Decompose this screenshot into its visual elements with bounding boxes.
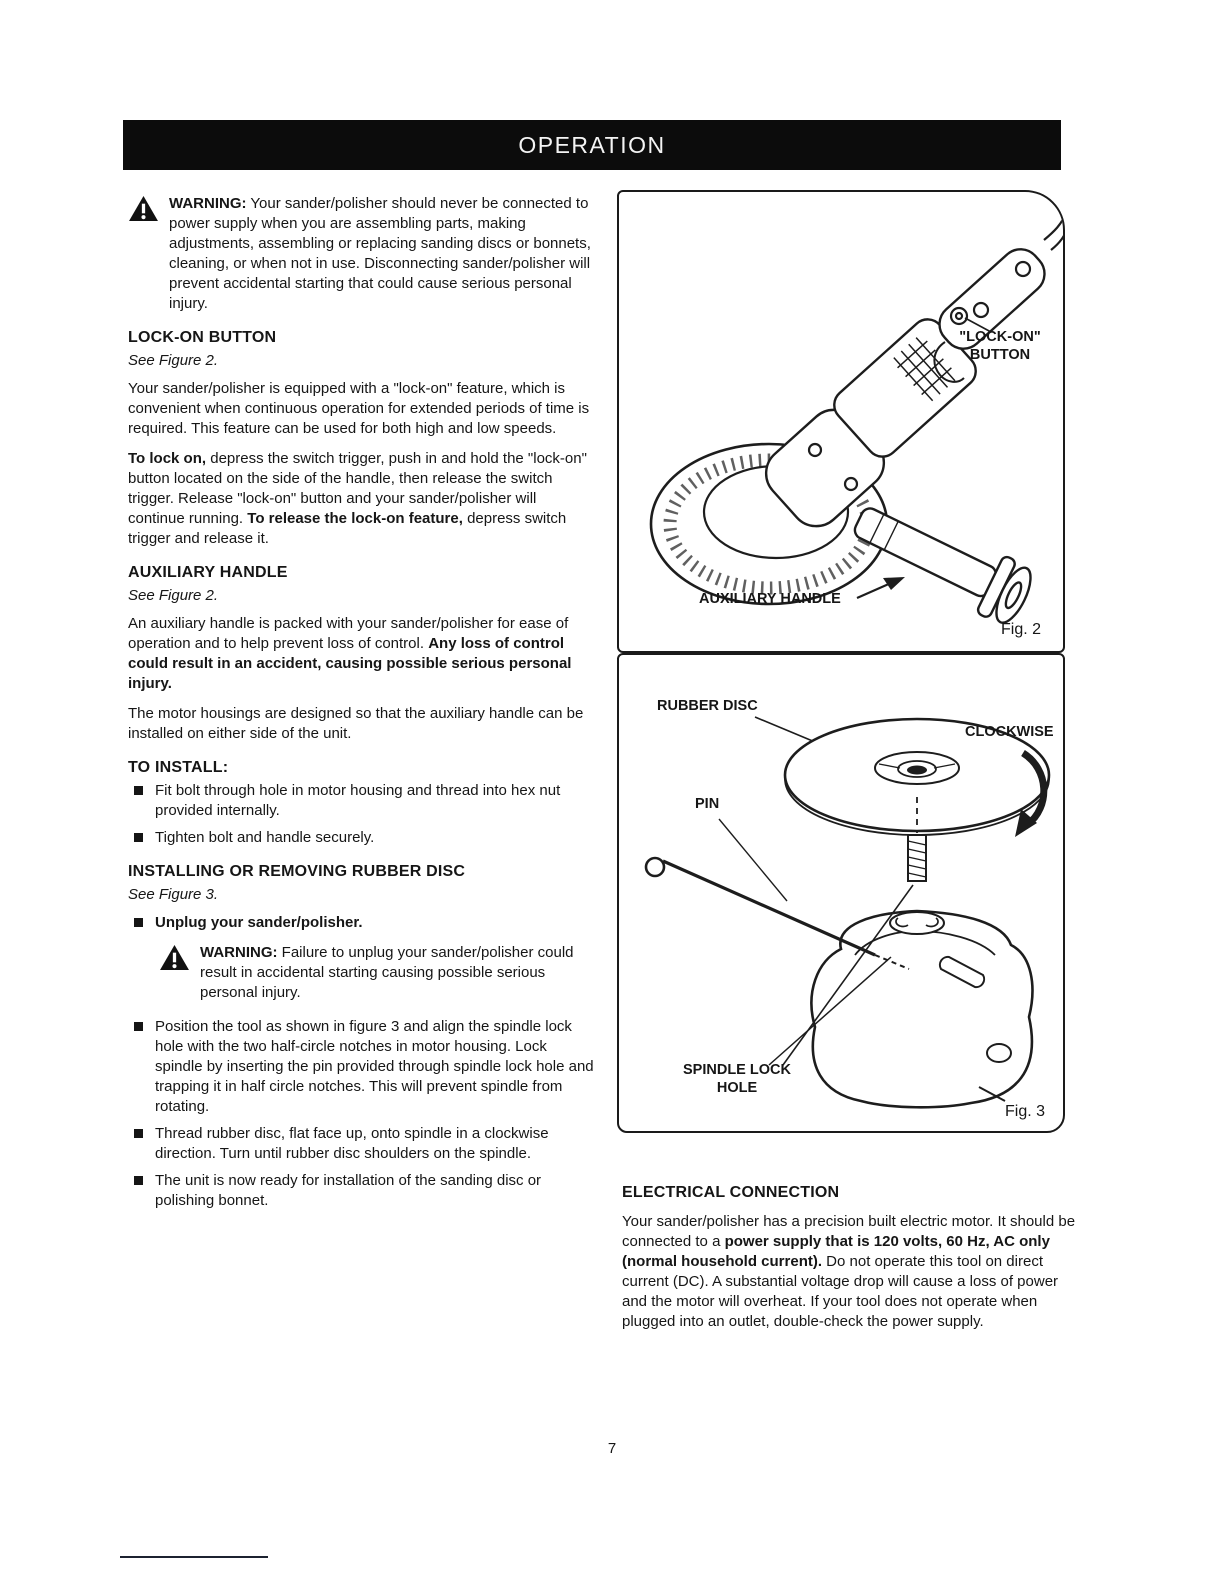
list-item: [134, 1017, 596, 1117]
list-item-text: Tighten bolt and handle securely.: [155, 829, 375, 846]
list-item: [134, 828, 596, 848]
list-item-text: Thread rubber disc, flat face up, onto spindle in a clockwise direction. Turn until rubber disc shoulders on the spindle.: [155, 1125, 549, 1162]
text-run: Any loss of control could result in an accident, causing possible serious personal injury.: [128, 635, 572, 692]
warning-icon: [159, 944, 190, 971]
bullet-square-icon: [134, 1022, 143, 1031]
electrical-connection-section: [622, 1183, 1078, 1332]
list-item: [134, 1171, 596, 1211]
list-item: [134, 913, 596, 933]
warning-icon: [128, 195, 159, 222]
heading-electrical-connection: ELECTRICAL CONNECTION: [622, 1184, 840, 1201]
figure-3: [617, 653, 1065, 1133]
text-run: power supply that is 120 volts, 60 Hz, AC only (normal household current).: [622, 1233, 1050, 1270]
list-item: [134, 1124, 596, 1164]
electrical-paragraph: [622, 1212, 1078, 1332]
figure-2-caption: Fig. 2: [1000, 621, 1041, 638]
warning-label: WARNING:: [169, 195, 247, 212]
warning-note: [169, 194, 596, 314]
bullet-square-icon: [134, 786, 143, 795]
text-run: depress the switch trigger, push in and hold the "lock-on" button located on the side of the handle, then release the switch trigger. Release "lock-on" button and your sander/polisher will continue running.: [128, 450, 587, 527]
warning-text: Failure to unplug your sander/polisher could result in accidental starting causing possible serious personal injury.: [200, 944, 574, 1001]
bullet-square-icon: [134, 918, 143, 927]
text-run: To release the lock-on feature,: [247, 510, 468, 527]
list-item: [134, 781, 596, 821]
list-item-text: Position the tool as shown in figure 3 and align the spindle lock hole with the two half-circle notches in motor housing. Lock spindle by inserting the pin provided through spindle lock hole and trapping it in half circle notches. This will prevent spindle from rotating.: [155, 1018, 594, 1115]
warning-text: Your sander/polisher should never be connected to power supply when you are assembling parts, making adjustments, assembling or replacing sanding discs or bonnets, cleaning, or when not in use. Disconnecting sander/polisher will prevent accidental starting that could cause serious personal injury.: [169, 195, 591, 312]
install-bullet-list: [128, 781, 596, 848]
heading-installing-rubber-disc: INSTALLING OR REMOVING RUBBER DISC: [128, 863, 466, 880]
heading-auxiliary-handle: AUXILIARY HANDLE: [128, 564, 288, 581]
bullet-square-icon: [134, 1176, 143, 1185]
list-item-text: Unplug your sander/polisher.: [155, 914, 363, 931]
see-figure-note: See Figure 2.: [128, 587, 219, 604]
text-run: To lock on,: [128, 450, 211, 467]
warning-label: WARNING:: [200, 944, 278, 961]
banner-title: OPERATION: [518, 131, 666, 158]
list-item-text: The unit is now ready for installation of the sanding disc or polishing bonnet.: [155, 1172, 542, 1209]
warning-note: [200, 943, 586, 1003]
footer-rule: [120, 1556, 268, 1558]
lock-on-paragraph-2: [128, 449, 596, 549]
page-number: 7: [607, 1440, 617, 1457]
sander-polisher-illustration: [619, 192, 1065, 653]
list-item-text: Fit bolt through hole in motor housing and thread into hex nut provided internally.: [155, 782, 561, 819]
bullet-square-icon: [134, 833, 143, 842]
figure-3-caption: Fig. 3: [1004, 1103, 1045, 1120]
label-spindle-lock-hole: SPINDLE LOCK HOLE: [683, 1062, 791, 1096]
label-clockwise: CLOCKWISE: [965, 724, 1054, 740]
lock-on-paragraph-1: Your sander/polisher is equipped with a "lock-on" feature, which is convenient when continuous operation for extended periods of time is required. This feature can be used for both high and low speeds.: [128, 380, 590, 437]
text-run: depress switch trigger and release it.: [128, 510, 567, 547]
text-run: Do not operate this tool on direct current (DC). A substantial voltage drop will cause a loss of power and the motor will overheat. If your tool does not operate when plugged into an outlet, double-check the power supply.: [622, 1253, 1059, 1330]
aux-paragraph-1: [128, 614, 596, 694]
warning-paragraph: [169, 194, 596, 314]
label-pin: PIN: [695, 796, 720, 812]
label-rubber-disc: RUBBER DISC: [657, 698, 758, 714]
see-figure-note: See Figure 2.: [128, 352, 219, 369]
heading-to-install: TO INSTALL:: [128, 759, 229, 776]
heading-lock-on-button: LOCK-ON BUTTON: [128, 329, 277, 346]
text-run: An auxiliary handle is packed with your sander/polisher for ease of operation and to help prevent loss of control.: [128, 615, 569, 652]
text-run: Your sander/polisher has a precision built electric motor. It should be connected to a: [622, 1213, 1076, 1250]
aux-paragraph-2: The motor housings are designed so that the auxiliary handle can be installed on either side of the unit.: [128, 705, 584, 742]
figure-2: [617, 190, 1065, 653]
procedure-bullet-list: [128, 1017, 596, 1211]
label-lock-on-button: "LOCK-ON" BUTTON: [959, 329, 1041, 363]
left-column: [128, 194, 596, 1221]
warning-paragraph: [200, 943, 586, 1003]
section-banner: [123, 120, 1061, 170]
unplug-bullet-list: [128, 913, 596, 933]
label-auxiliary-handle: AUXILIARY HANDLE: [699, 591, 841, 607]
see-figure-note: See Figure 3.: [128, 886, 219, 903]
bullet-square-icon: [134, 1129, 143, 1138]
